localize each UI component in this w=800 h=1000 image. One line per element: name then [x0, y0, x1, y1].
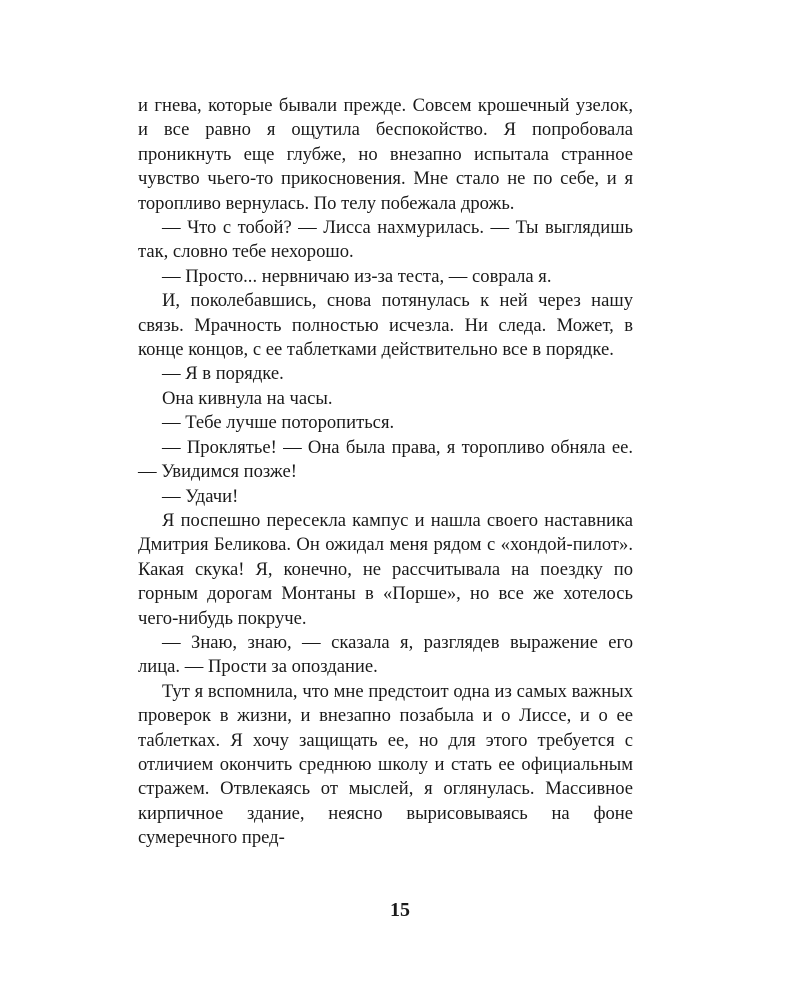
paragraph: И, поколебавшись, снова потянулась к ней через нашу связь. Мрачность полностью исчезла. Ни следа. Может, в конце концов, с ее таблетками действительно все в порядке. — [138, 290, 633, 361]
paragraph: — Что с тобой? — Лисса нахмурилась. — Ты выглядишь так, словно тебе нехорошо. — [138, 217, 633, 263]
paragraph: Она кивнула на часы. — [162, 387, 333, 409]
paragraph: — Проклятье! — Она была права, я торопливо обняла ее. — Увидимся позже! — [138, 436, 633, 483]
paragraph: — Удачи! — [162, 485, 239, 507]
paragraph: и гнева, которые бывали прежде. Совсем крошечный узелок, и все равно я ощутила беспокойство. Я попробовала проникнуть еще глубже, но внезапно испытала странное чувство чьего-то прикосновения. Мне стало не по себе, и я торопливо вернулась. По телу побежала дрожь. — [138, 95, 633, 214]
paragraph: — Знаю, знаю, — сказала я, разглядев выражение его лица. — Прости за опоздание. — [138, 631, 633, 678]
paragraph: — Тебе лучше поторопиться. — [162, 412, 395, 434]
body-text — [138, 94, 633, 851]
paragraph: Тут я вспомнила, что мне предстоит одна из самых важных проверок в жизни, и внезапно позабыла и о Лиссе, и о ее таблетках. Я хочу защищать ее, но для этого требуется с отличием окончить среднюю школу и стать ее официальным стражем. Отвлекаясь от мыслей, я оглянулась. Массивное кирпичное здание, неясно вырисовываясь на фоне сумеречного пред- — [138, 680, 633, 849]
paragraph: — Просто... нервничаю из-за теста, — соврала я. — [162, 265, 552, 287]
paragraph: Я поспешно пересекла кампус и нашла своего наставника Дмитрия Беликова. Он ожидал меня рядом с «хондой-пилот». Какая скука! Я, конечно, не рассчитывала на поездку по горным дорогам Монтаны в «Порше», но все же хотелось чего-нибудь покруче. — [138, 509, 633, 629]
page-number: 15 — [390, 899, 410, 921]
paragraph: — Я в порядке. — [162, 363, 284, 385]
